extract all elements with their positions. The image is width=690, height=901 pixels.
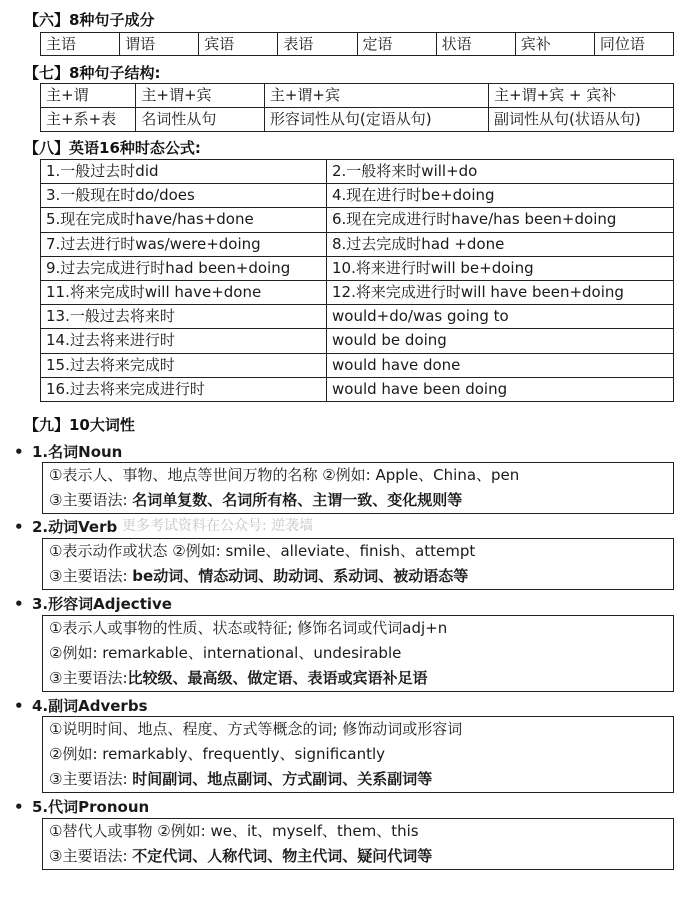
section-6-title: 【六】8种句子成分 [24,11,155,29]
bullet-icon: • [14,697,24,715]
pos-box-adverb [42,716,674,793]
pos-heading-adverb: • 4.副词Adverbs [14,697,148,715]
pos-heading-noun: • 1.名词Noun [14,443,123,461]
tense-cell: 6.现在完成进行时have/has been+doing [327,208,674,232]
structure-cell: 形容词性从句(定语从句) [264,108,488,132]
pos-line: ①替代人或事物 ②例如: we、it、myself、them、this [49,822,419,840]
sentence-components-table [40,32,674,56]
bullet-icon: • [14,518,24,536]
tense-cell: 1.一般过去时did [41,160,327,184]
structure-cell: 名词性从句 [136,108,264,132]
tense-cell: 14.过去将来进行时 [41,329,327,353]
pos-box-adjective [42,615,674,692]
pos-line: ①表示人、事物、地点等世间万物的名称 ②例如: Apple、China、pen [49,466,520,484]
section-9-title: 【九】10大词性 [24,416,135,434]
pos-line: ③主要语法:比较级、最高级、做定语、表语或宾语补足语 [49,669,428,687]
structure-cell: 主+系+表 [41,108,136,132]
sentence-structures-table [40,83,674,132]
tense-cell: would+do/was going to [327,305,674,329]
tense-cell: would have done [327,353,674,377]
tense-cell: 15.过去将来完成时 [41,353,327,377]
tense-cell: 9.过去完成进行时had been+doing [41,256,327,280]
bullet-icon: • [14,595,24,613]
pos-line: ①表示动作或状态 ②例如: smile、alleviate、finish、attempt [49,542,476,560]
structure-cell: 主+谓+宾 [264,84,488,108]
structure-cell: 主+谓+宾 + 宾补 [489,84,674,108]
pos-box-pronoun [42,818,674,870]
component-cell: 主语 [41,33,120,56]
tense-cell: 2.一般将来时will+do [327,160,674,184]
component-cell: 谓语 [120,33,199,56]
tense-cell: 12.将来完成进行时will have been+doing [327,280,674,304]
structure-cell: 主+谓+宾 [136,84,264,108]
pos-heading-pronoun: • 5.代词Pronoun [14,798,150,816]
tense-cell: 8.过去完成时had +done [327,232,674,256]
pos-line: ①说明时间、地点、程度、方式等概念的词; 修饰动词或形容词 [49,720,463,738]
watermark-text: 更多考试资料在公众号: 逆袭墙 [122,518,314,534]
tense-cell: 7.过去进行时was/were+doing [41,232,327,256]
pos-line: ②例如: remarkable、international、undesirable [49,644,402,662]
tense-cell: would have been doing [327,377,674,401]
bullet-icon: • [14,443,24,461]
tense-cell: 4.现在进行时be+doing [327,184,674,208]
component-cell: 状语 [436,33,515,56]
pos-box-verb [42,538,674,590]
tense-cell: would be doing [327,329,674,353]
tense-cell: 5.现在完成时have/has+done [41,208,327,232]
tense-cell: 11.将来完成时will have+done [41,280,327,304]
pos-line: ③主要语法: 时间副词、地点副词、方式副词、关系副词等 [49,770,433,788]
component-cell: 表语 [278,33,357,56]
section-8-title: 【八】英语16种时态公式: [24,139,201,157]
bullet-icon: • [14,798,24,816]
pos-line: ③主要语法: 不定代词、人称代词、物主代词、疑问代词等 [49,847,433,865]
structure-cell: 副词性从句(状语从句) [489,108,674,132]
component-cell: 宾语 [199,33,278,56]
pos-line: ①表示人或事物的性质、状态或特征; 修饰名词或代词adj+n [49,619,448,637]
pos-heading-adjective: • 3.形容词Adjective [14,595,172,613]
component-cell: 同位语 [594,33,673,56]
tense-cell: 3.一般现在时do/does [41,184,327,208]
component-cell: 宾补 [515,33,594,56]
tense-cell: 13.一般过去将来时 [41,305,327,329]
structure-cell: 主+谓 [41,84,136,108]
tense-formulas-table [40,159,674,402]
pos-box-noun [42,462,674,514]
pos-line: ③主要语法: 名词单复数、名词所有格、主谓一致、变化规则等 [49,491,463,509]
pos-line: ③主要语法: be动词、情态动词、助动词、系动词、被动语态等 [49,567,469,585]
tense-cell: 10.将来进行时will be+doing [327,256,674,280]
section-7-title: 【七】8种句子结构: [24,64,161,82]
component-cell: 定语 [357,33,436,56]
tense-cell: 16.过去将来完成进行时 [41,377,327,401]
pos-line: ②例如: remarkably、frequently、significantly [49,745,386,763]
pos-heading-verb: • 2.动词Verb [14,518,118,536]
